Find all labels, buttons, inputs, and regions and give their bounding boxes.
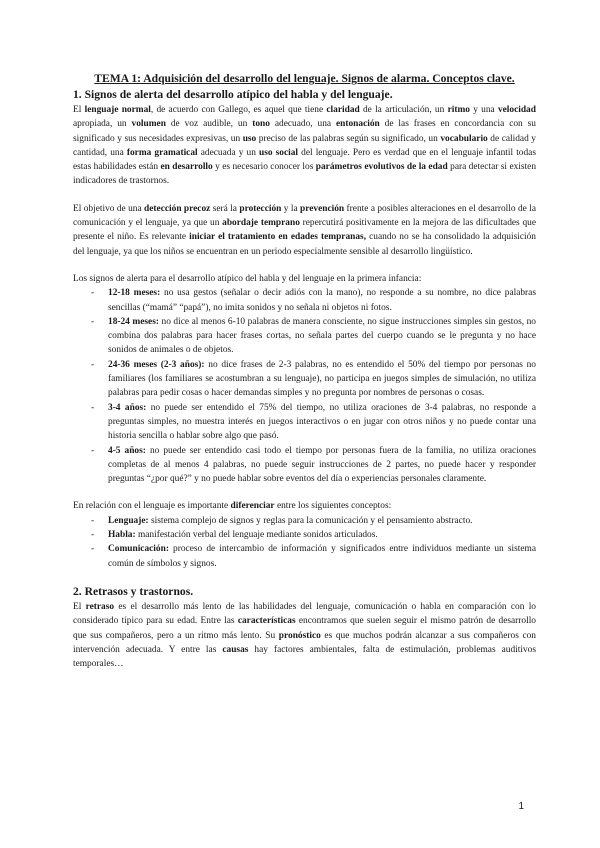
warning-sign-item: - 3-4 años: no puede ser entendido el 75% del tiempo, no utiliza oraciones de 3-4 palabras, no responde a preguntas simples, no muestra interés en juegos interactivos o en jugar con otros niños y no puede contar una historia sencilla o hablar sobre algo que pasó. <box>73 401 536 444</box>
warning-sign-item: - 12-18 meses: no usa gestos (señalar o decir adiós con la mano), no responde a su nombre, no dice palabras sencillas (“mamá” “papá”), no imita sonidos y no señala ni objetos ni fotos. <box>73 286 536 315</box>
bold-term: causas <box>222 644 249 655</box>
bold-term: retraso <box>85 601 115 612</box>
normal-language-paragraph: El lenguaje normal, de acuerdo con Gallego, es aquel que tiene claridad de la articulación, un ritmo y una velocidad apropiada, un volumen de voz audible, un tono adecuado, una entonación de las frases en concordancia con su significado y sus necesidades expresivas, un uso preciso de las palabras según su significado, un vocabulario de calidad y cantidad, una forma gramatical adecuada y un uso social del lenguaje. Pero es verdad que en el lenguaje infantil todas estas habilidades están en desarrollo y es necesario conocer los parámetros evolutivos de la edad para detectar si existen indicadores de trastornos. <box>73 105 537 187</box>
section-2-heading: 2. Retrasos y trastornos. <box>73 584 194 598</box>
bold-term: entonación <box>335 119 380 130</box>
concept-item: - Habla: manifestación verbal del lenguaje mediante sonidos articulados. <box>73 528 536 542</box>
bold-term: prevención <box>300 203 345 214</box>
bold-term: 4-5 años: <box>108 445 146 456</box>
section-1-heading: 1. Signos de alerta del desarrollo atípico del habla y del lenguaje. <box>73 88 393 101</box>
page-number: 1 <box>518 801 524 812</box>
bold-term: detección precoz <box>144 203 211 214</box>
bold-term: volumen <box>131 119 166 130</box>
bold-term: protección <box>239 203 282 214</box>
bold-term: 18-24 meses: <box>108 316 159 327</box>
bold-term: abordaje temprano <box>222 218 300 229</box>
bold-term: tono <box>252 119 270 130</box>
bold-term: lenguaje normal <box>84 105 151 115</box>
bold-term: claridad <box>326 105 360 115</box>
bold-term: parámetros evolutivos de la edad <box>315 162 448 173</box>
bold-term: vocabulario <box>440 133 488 144</box>
bold-term: 12-18 meses: <box>108 288 161 299</box>
bold-term: uso <box>242 133 257 144</box>
concepts-list <box>73 514 536 571</box>
early-detection-paragraph: El objetivo de una detección precoz será la protección y la prevención frente a posibles alteraciones en el desarrollo de la comunicación y el lenguaje, ya que un abordaje temprano repercutirá positivamente en la mejora de las dificultades que presente el niño. Es relevante iniciar el tratamiento en edades tempranas, cuando no se ha consolidado la adquisición del lenguaje, ya que los niños se encuentran en un periodo especialmente sensible al desarrollo lingüístico. <box>73 203 536 257</box>
warning-sign-item: - 18-24 meses: no dice al menos 6-10 palabras de manera consciente, no sigue instrucciones simples sin gestos, no combina dos palabras para hacer frases cortas, no señala partes del cuerpo cuando se le pregunta y no hace sonidos de animales o de objetos. <box>73 315 536 358</box>
bold-term: iniciar el tratamiento en edades tempranas, <box>189 232 367 243</box>
warning-signs-intro: Los signos de alerta para el desarrollo atípico del habla y del lenguaje en la primera infancia: <box>73 273 422 284</box>
concept-item: - Lenguaje: sistema complejo de signos y reglas para la comunicación y el pensamiento abstracto. <box>73 514 536 528</box>
document-title: TEMA 1: Adquisición del desarrollo del lenguaje. Signos de alarma. Conceptos clave. <box>94 72 515 85</box>
warning-sign-item: - 24-36 meses (2-3 años): no dice frases de 2-3 palabras, no es entendido el 50% del tiempo por personas no familiares (los familiares se acostumbran a su lenguaje), no participa en juegos simples de simulación, no utiliza palabras para pedir cosas o hacer demandas simples y no pregunta por nombres de personas o cosas. <box>73 358 536 401</box>
bold-term: en desarrollo <box>160 162 213 173</box>
bold-term: 3-4 años: <box>108 402 147 413</box>
bold-term: características <box>237 616 296 627</box>
delay-paragraph: El retraso es el desarrollo más lento de las habilidades del lenguaje, comunicación o habla en comparación con lo considerado típico para su edad. Entre las características encontramos que suelen seguir el mismo patrón de desarrollo que sus compañeros, pero a un ritmo más lento. Su pronóstico es que muchos podrán alcanzar a sus compañeros con intervención adecuada. Y entre las causas hay factores ambientales, falta de estimulación, problemas auditivos temporales… <box>73 601 536 670</box>
concept-item: - Comunicación: proceso de intercambio de información y significados entre individuos mediante un sistema común de símbolos y signos. <box>73 542 536 571</box>
concepts-intro: En relación con el lenguaje es importante diferenciar entre los siguientes conceptos: <box>73 501 392 512</box>
bold-term: Lenguaje: <box>108 515 149 526</box>
warning-sign-item: - 4-5 años: no puede ser entendido casi todo el tiempo por personas fuera de la familia, no utiliza oraciones completas de al menos 4 palabras, no puede seguir instrucciones de 2 partes, no puede hacer y responder preguntas “¿por qué?” y no puede hablar sobre eventos del día o experiencias personales claramente. <box>73 444 536 487</box>
bold-term: Comunicación: <box>108 544 169 555</box>
warning-signs-list <box>73 286 536 486</box>
bold-term: ritmo <box>447 105 470 115</box>
bold-term: pronóstico <box>278 630 321 641</box>
bold-term: uso social <box>258 147 299 158</box>
bold-term: diferenciar <box>230 501 275 512</box>
bold-term: velocidad <box>497 105 536 115</box>
bold-term: 24-36 meses (2-3 años): <box>108 359 205 370</box>
bold-term: forma gramatical <box>126 147 198 158</box>
bold-term: Habla: <box>108 530 136 541</box>
